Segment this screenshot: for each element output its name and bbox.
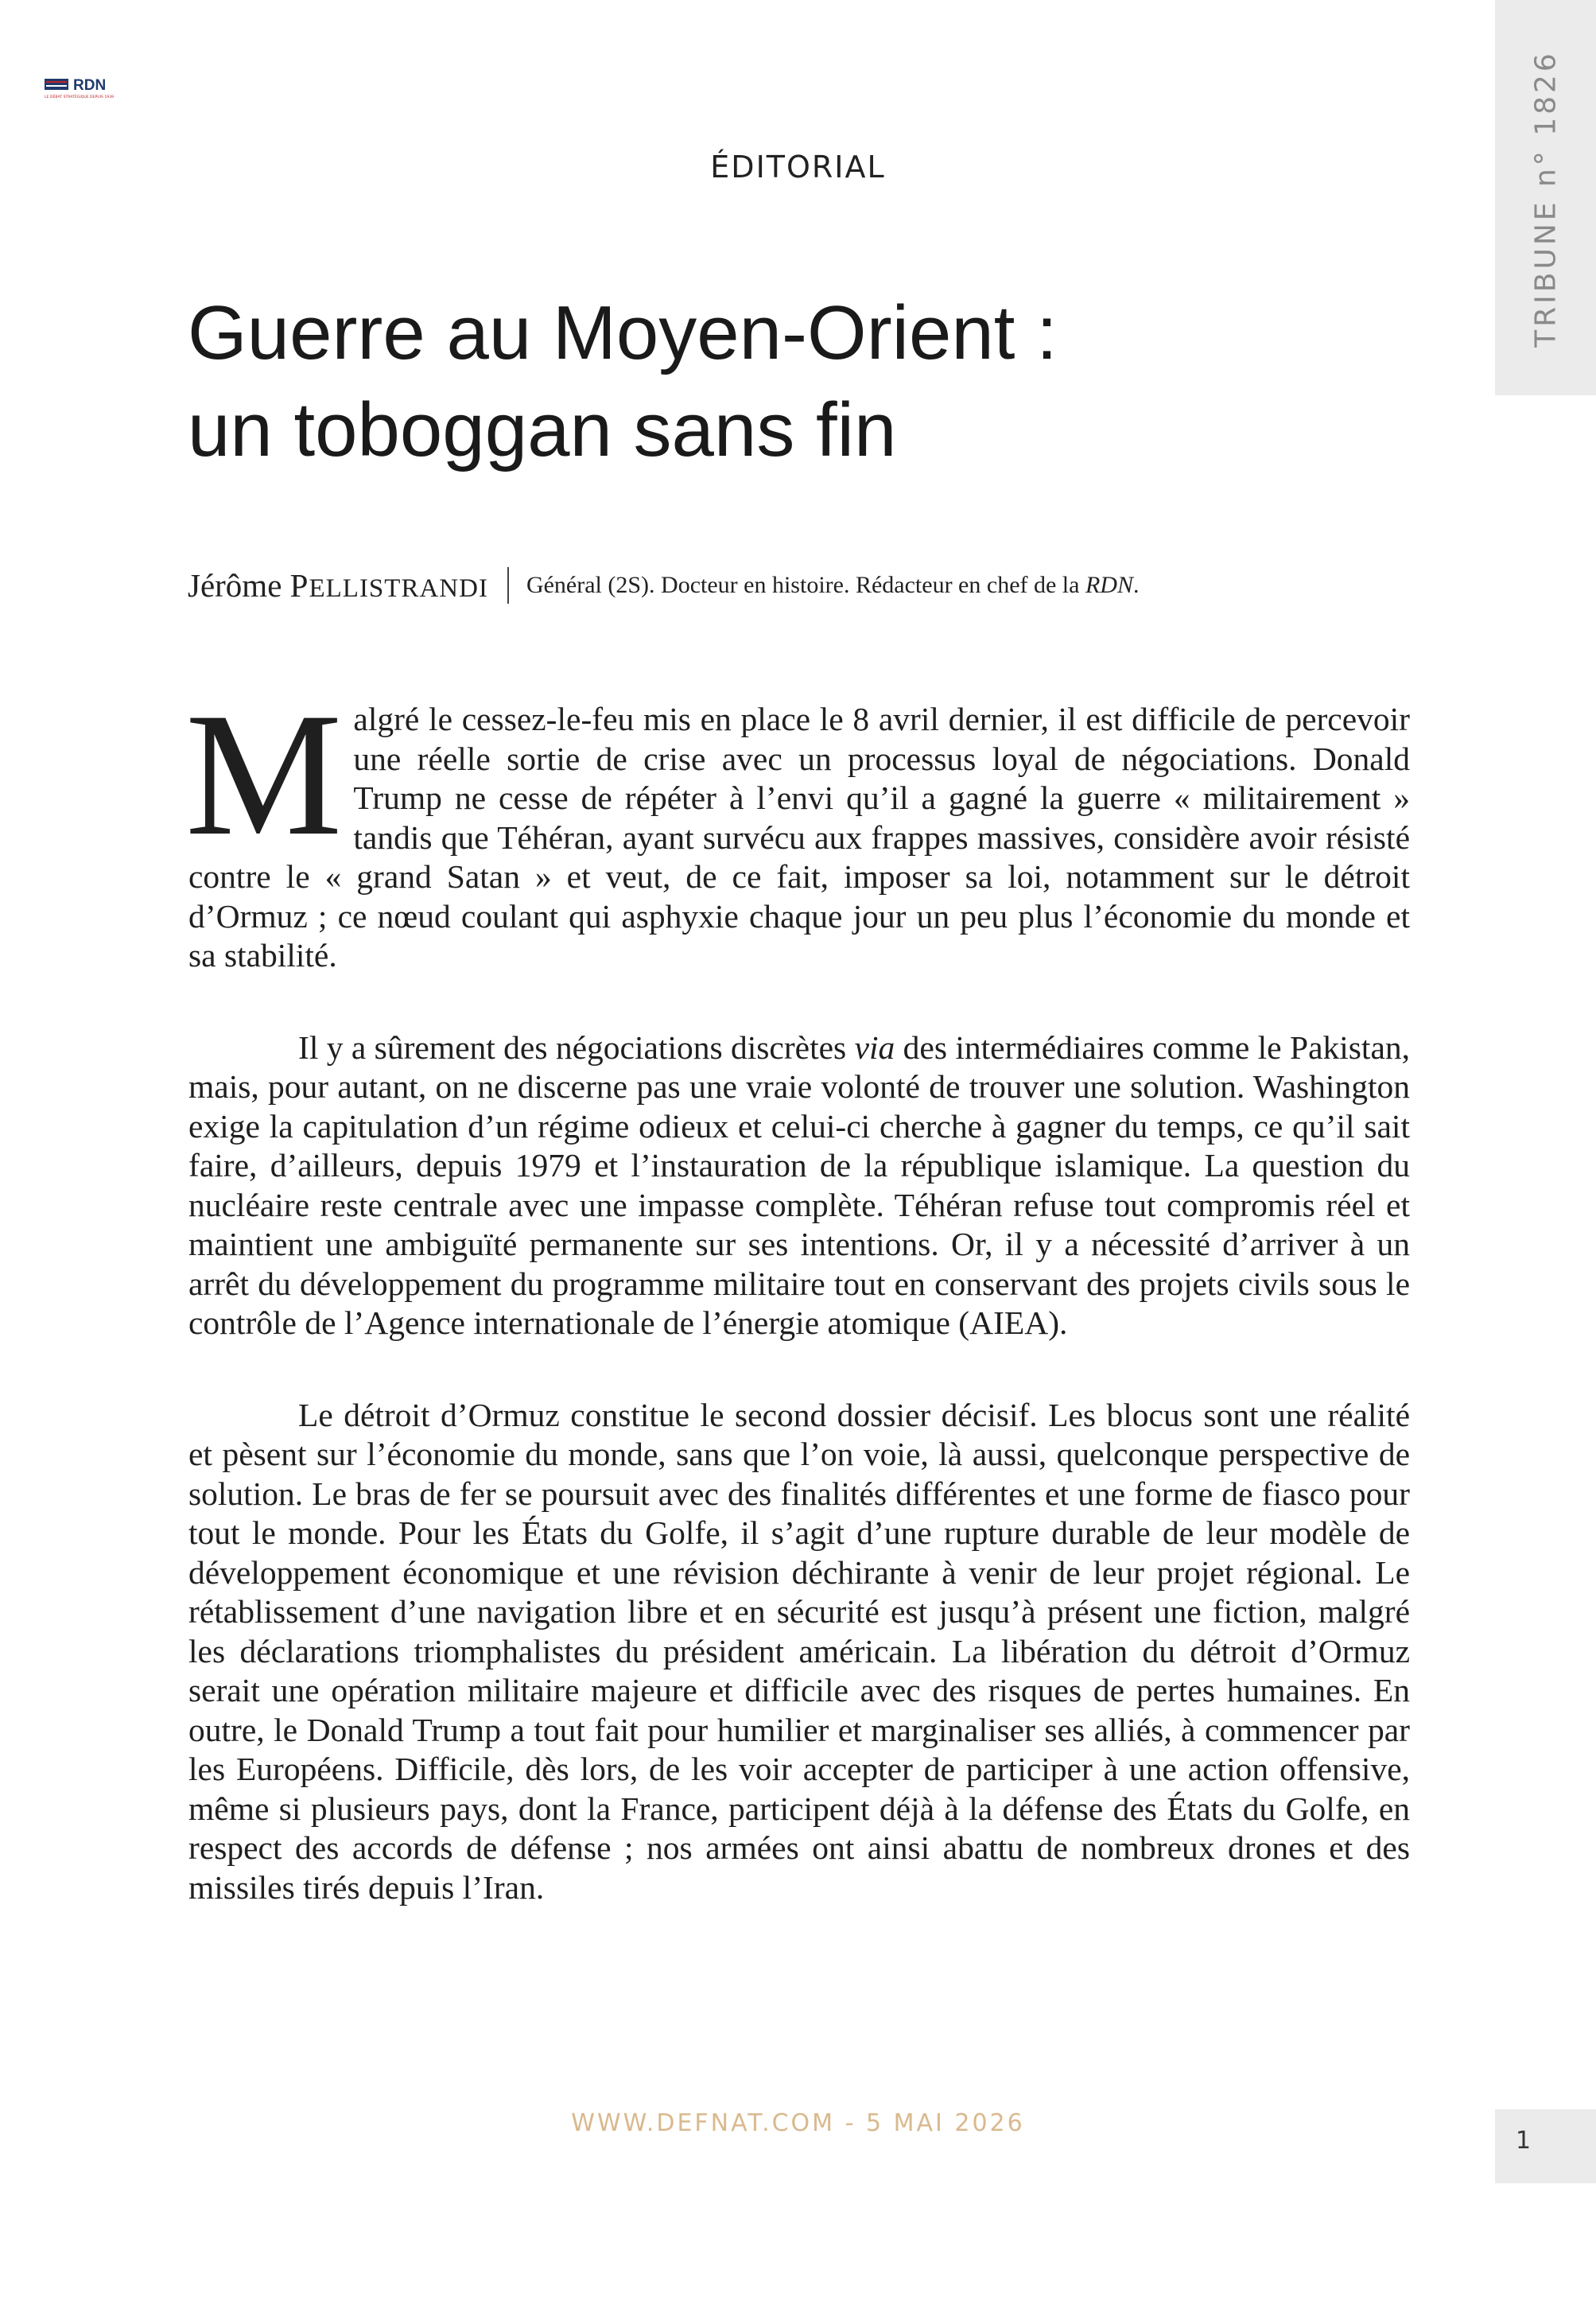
author-description-text: Général (2S). Docteur en histoire. Rédacteur en chef de la [526, 572, 1085, 598]
section-kicker: ÉDITORIAL [710, 150, 886, 185]
paragraph-2-text-b: des intermédiaires comme le Pakistan, mais, pour autant, on ne discerne pas une vraie volonté de trouver une solution. Washington exige la capitulation d’un régime odieux et celui-ci cherche à gagner du temps, ce qu’il sait faire, d’ailleurs, depuis 1979 et l’instauration de la république islamique. La question du nucléaire reste centrale avec une impasse complète. Téhéran refuse tout compromis réel et maintient une ambiguïté permanente sur ses intentions. Or, il y a nécessité d’arriver à un arrêt du développement du programme militaire tout en conservant des projets civils sous le contrôle de l’Agence internationale de l’énergie atomique (AIEA). [188, 1028, 1410, 1341]
author-last-name: PELLISTRANDI [289, 567, 488, 604]
author-description [526, 572, 1140, 599]
rdn-logo [45, 76, 146, 100]
title-line-2: un toboggan sans fin [188, 387, 897, 472]
rdn-logo-graphic [45, 76, 146, 100]
logo-tagline: LE DÉBAT STRATÉGIQUE DEPUIS 1939 [45, 95, 115, 99]
paragraph-1 [185, 677, 1410, 976]
drop-cap: M [185, 677, 343, 873]
tribune-label: TRIBUNE n° 1826 [1529, 50, 1562, 348]
byline-separator [507, 567, 509, 604]
byline [188, 566, 1139, 604]
title-line-1: Guerre au Moyen-Orient : [188, 290, 1058, 375]
paragraph-3: Le détroit d’Ormuz constitue le second dossier décisif. Les blocus sont une réalité et pèsent sur l’économie du monde, sans que l’on voie, là aussi, quelconque perspective de solution. Le bras de fer se poursuit avec des finalités différentes et une forme de fiasco pour tout le monde. Pour les États du Golfe, il s’agit d’une rupture durable de leur modèle de développement économique et une révision déchirante à venir de leur projet régional. Le rétablissement d’une navigation libre et en sécurité est jusqu’à présent une fiction, malgré les déclarations triomphalistes du président américain. La libération du détroit d’Ormuz serait une opération militaire majeure et difficile avec des risques de pertes humaines. En outre, le Donald Trump a tout fait pour humilier et marginaliser ses alliés, à commencer par les Européens. Difficile, dès lors, de les voir accepter de participer à une action offensive, même si plusieurs pays, dont la France, participent déjà à la défense des États du Golfe, en respect des accords de défense ; nos armées ont ainsi abattu de nombreux drones et des missiles tirés depuis l’Iran. [188, 1396, 1410, 1906]
logo-text: RDN [73, 77, 107, 94]
article-body [185, 677, 1410, 1907]
author-first-name: Jérôme [188, 567, 282, 604]
paragraph-2 [188, 1028, 1410, 1343]
author-name [188, 566, 488, 604]
tribune-tab [1495, 0, 1596, 395]
article-title [188, 285, 1428, 479]
paragraph-2-italic: via [854, 1028, 895, 1066]
page-number-box [1495, 2109, 1596, 2183]
author-description-italic: RDN [1085, 572, 1133, 598]
paragraph-1-text: algré le cessez-le-feu mis en place le 8 avril dernier, il est difficile de percevoir une réelle sortie de crise avec un processus loyal de négociations. Donald Trump ne cesse de répéter à l’envi qu’il a gagné la guerre « militairement » tandis que Téhéran, ayant survécu aux frappes massives, considère avoir résisté contre le « grand Satan » et veut, de ce fait, imposer sa loi, notamment sur le détroit d’Ormuz ; ce nœud coulant qui asphyxie chaque jour un peu plus l’économie du monde et sa stabilité. [188, 701, 1410, 974]
author-description-end: . [1132, 572, 1140, 598]
paragraph-2-text-a: Il y a sûrement des négociations discrètes [298, 1028, 855, 1066]
page-number: 1 [1516, 2127, 1532, 2155]
footer-site-date: WWW.DEFNAT.COM - 5 MAI 2026 [571, 2109, 1025, 2137]
